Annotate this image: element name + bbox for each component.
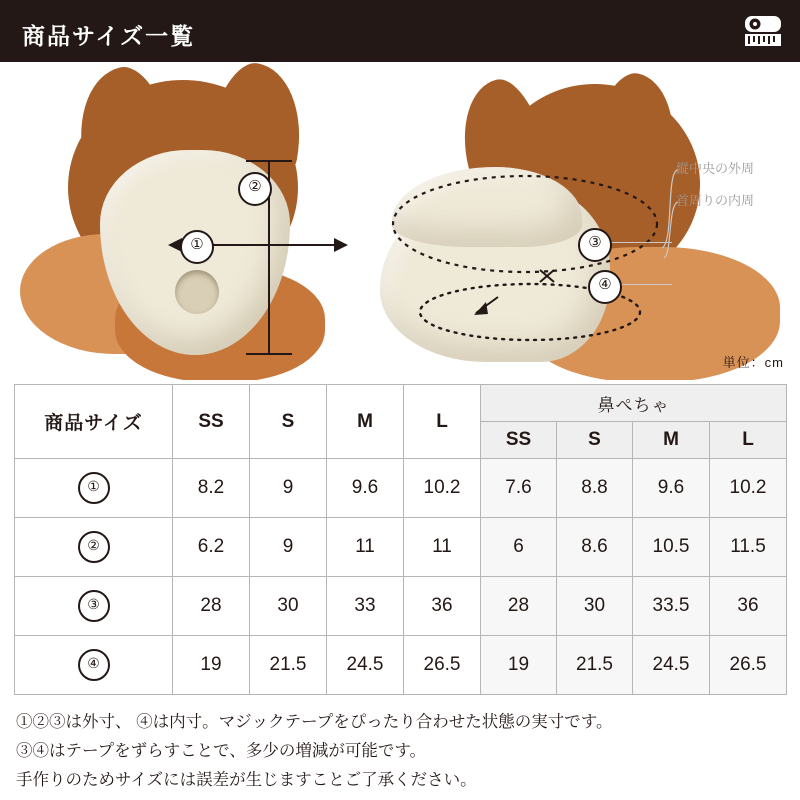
header-size-ss: SS	[173, 385, 250, 459]
cell-r2-p-s: 8.6	[557, 518, 633, 577]
cell-r4-s: 21.5	[250, 636, 327, 695]
callout-1: ①	[180, 230, 214, 264]
cell-r4-p-s: 21.5	[557, 636, 633, 695]
row-mark-cell	[15, 459, 173, 518]
note-line-1: ①②③は外寸、 ④は内寸。マジックテープをぴったり合わせた状態の実寸です。	[16, 713, 613, 731]
cell-r2-p-l: 11.5	[710, 518, 787, 577]
table-row	[15, 518, 787, 577]
cell-r4-m: 24.5	[327, 636, 404, 695]
page-title: 商品サイズ一覧	[22, 23, 196, 49]
measure-tick-2-top	[246, 160, 292, 162]
size-table-container	[14, 384, 786, 695]
cell-r3-l: 36	[404, 577, 481, 636]
cell-r2-p-ss: 6	[481, 518, 557, 577]
cell-r3-m: 33	[327, 577, 404, 636]
measure-outline-3-4	[380, 152, 700, 352]
cell-r1-l: 10.2	[404, 459, 481, 518]
cell-r3-ss: 28	[173, 577, 250, 636]
cell-r1-ss: 8.2	[173, 459, 250, 518]
cell-r3-p-s: 30	[557, 577, 633, 636]
header-product-size: 商品サイズ	[15, 385, 173, 459]
cell-r1-p-m: 9.6	[633, 459, 710, 518]
annotation-label-outer: 縦中央の外周	[676, 161, 755, 176]
product-photo-area	[0, 62, 800, 380]
cell-r1-p-l: 10.2	[710, 459, 787, 518]
row-mark-2: ②	[78, 531, 110, 563]
cell-r3-p-l: 36	[710, 577, 787, 636]
table-row	[15, 636, 787, 695]
cell-r2-s: 9	[250, 518, 327, 577]
callout-4: ④	[588, 270, 622, 304]
cell-r2-ss: 6.2	[173, 518, 250, 577]
row-mark-1: ①	[78, 472, 110, 504]
measure-tick-2-bottom	[246, 353, 292, 355]
leader-line-1	[612, 242, 672, 243]
size-table	[14, 384, 787, 695]
leader-curve	[660, 162, 680, 262]
cell-r3-p-ss: 28	[481, 577, 557, 636]
cell-r1-p-ss: 7.6	[481, 459, 557, 518]
leader-line-2	[618, 284, 672, 285]
cell-r4-ss: 19	[173, 636, 250, 695]
cell-r1-p-s: 8.8	[557, 459, 633, 518]
arrow-right-1	[330, 235, 348, 255]
cell-r4-l: 26.5	[404, 636, 481, 695]
row-mark-4: ④	[78, 649, 110, 681]
header-size-m: M	[327, 385, 404, 459]
page-header	[0, 0, 800, 62]
tape-measure-icon	[744, 14, 782, 48]
header-pecha-size-s: S	[557, 422, 633, 459]
row-mark-3: ③	[78, 590, 110, 622]
notes-section	[16, 708, 792, 795]
table-row	[15, 577, 787, 636]
cat-front-view-photo	[20, 62, 380, 380]
table-header-row-1	[15, 385, 787, 422]
header-group-pecha: 鼻ぺちゃ	[481, 385, 787, 422]
cell-r1-m: 9.6	[327, 459, 404, 518]
cell-r4-p-m: 24.5	[633, 636, 710, 695]
callout-3: ③	[578, 228, 612, 262]
cell-r4-p-l: 26.5	[710, 636, 787, 695]
annotation-label-neck: 首周りの内周	[676, 193, 755, 208]
note-line-2: ③④はテープをずらすことで、多少の増減が可能です。	[16, 742, 427, 760]
cell-r2-p-m: 10.5	[633, 518, 710, 577]
unit-label: 単位：cm	[722, 355, 784, 370]
cell-r3-s: 30	[250, 577, 327, 636]
row-mark-cell	[15, 518, 173, 577]
note-line-3: 手作りのためサイズには誤差が生じますことご了承ください。	[16, 771, 477, 789]
cell-r2-l: 11	[404, 518, 481, 577]
table-row	[15, 459, 787, 518]
header-pecha-size-m: M	[633, 422, 710, 459]
cell-r1-s: 9	[250, 459, 327, 518]
cell-r3-p-m: 33.5	[633, 577, 710, 636]
cell-r4-p-ss: 19	[481, 636, 557, 695]
header-size-l: L	[404, 385, 481, 459]
mask-nose-hole	[175, 270, 219, 314]
header-pecha-size-l: L	[710, 422, 787, 459]
cell-r2-m: 11	[327, 518, 404, 577]
row-mark-cell	[15, 577, 173, 636]
callout-2: ②	[238, 172, 272, 206]
header-pecha-size-ss: SS	[481, 422, 557, 459]
row-mark-cell	[15, 636, 173, 695]
header-size-s: S	[250, 385, 327, 459]
